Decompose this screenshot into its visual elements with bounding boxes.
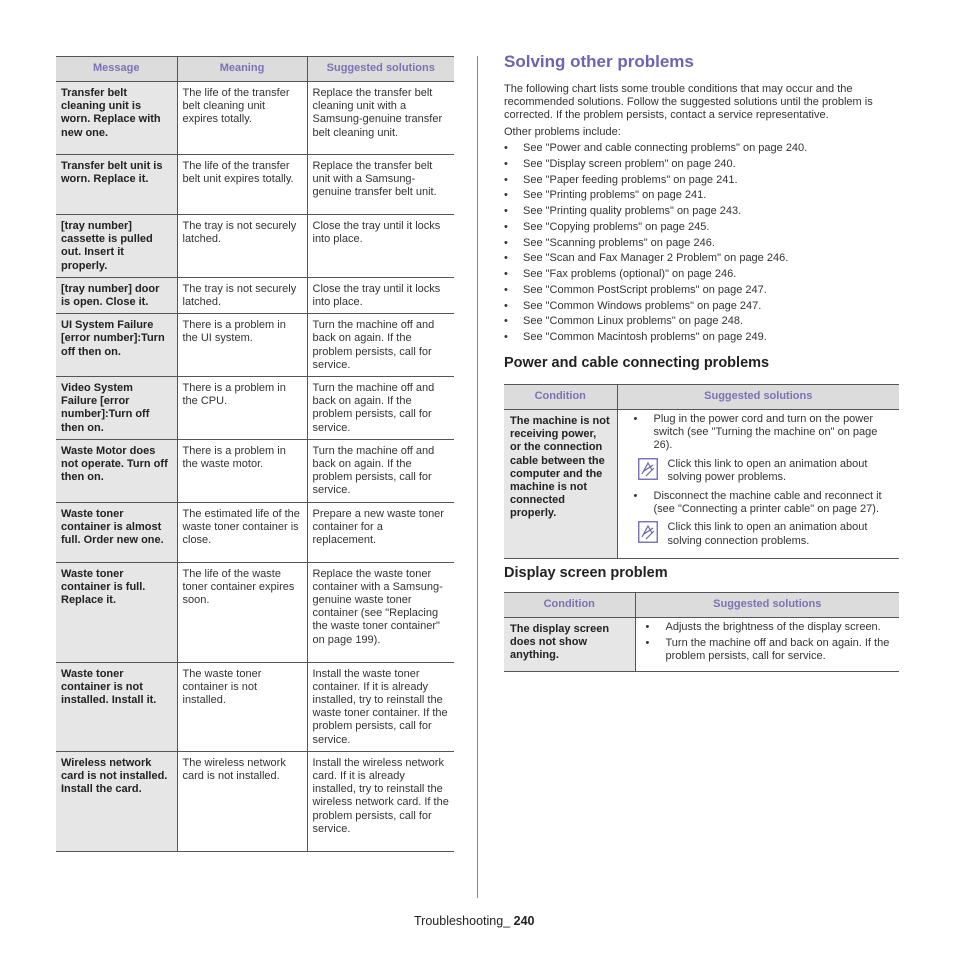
solution-cell — [617, 410, 899, 559]
page-number: 240 — [513, 914, 535, 928]
footer-label: Troubleshooting_ — [414, 914, 511, 928]
condition-text: The machine is not receiving power, — [510, 415, 610, 441]
solution-cell: Install the waste toner container. If it is already installed, try to reinstall the waste toner container. If the problem persists, call for service. — [307, 662, 454, 751]
table-row — [56, 314, 454, 377]
error-message-table — [56, 56, 454, 852]
problem-link[interactable]: • See "Copying problems" on page 245. — [504, 220, 807, 236]
solution-cell: Replace the waste toner container with a Samsung-genuine waste toner container (see "Replacing the waste toner container" on page 199). — [307, 562, 454, 662]
condition-text: or the connection cable between the computer and the machine is not connected properly. — [510, 441, 605, 520]
solution-cell: Replace the transfer belt cleaning unit with a Samsung-genuine transfer belt cleaning unit. — [307, 82, 454, 155]
solution-item: • Turn the machine off and back on again. If the problem persists, call for service. — [642, 637, 896, 663]
solution-item: • Adjusts the brightness of the display screen. — [642, 621, 896, 634]
problem-link[interactable]: • See "Power and cable connecting problems" on page 240. — [504, 141, 807, 157]
table-row — [56, 82, 454, 155]
table-row — [56, 562, 454, 662]
table-row — [56, 502, 454, 562]
solution-item: • Disconnect the machine cable and reconnect it (see "Connecting a printer cable" on page 27). — [624, 490, 896, 516]
solution-cell: Turn the machine off and back on again. If the problem persists, call for service. — [307, 439, 454, 502]
message-cell: Waste toner container is not installed. Install it. — [56, 662, 177, 751]
table-row — [56, 439, 454, 502]
solution-cell: Turn the machine off and back on again. If the problem persists, call for service. — [307, 377, 454, 440]
message-cell: Video System Failure [error number]:Turn off then on. — [56, 377, 177, 440]
solution-cell: Install the wireless network card. If it is already installed, try to reinstall the wireless network card. If the problem persists, call for service. — [307, 751, 454, 851]
table-row — [504, 618, 899, 672]
problem-link[interactable]: • See "Common PostScript problems" on page 247. — [504, 283, 807, 299]
power-table — [504, 384, 899, 559]
meaning-cell: There is a problem in the CPU. — [177, 377, 307, 440]
solution-cell: Replace the transfer belt unit with a Samsung-genuine transfer belt unit. — [307, 155, 454, 215]
solution-cell: Prepare a new waste toner container for a replacement. — [307, 502, 454, 562]
solution-cell: Close the tray until it locks into place. — [307, 215, 454, 278]
problem-link[interactable]: • See "Printing problems" on page 241. — [504, 188, 807, 204]
table-row — [56, 277, 454, 313]
power-section-title: Power and cable connecting problems — [504, 355, 770, 371]
header-meaning: Meaning — [177, 57, 307, 82]
problem-link[interactable]: • See "Common Windows problems" on page 247. — [504, 299, 807, 315]
message-cell: Waste toner container is almost full. Order new one. — [56, 502, 177, 562]
message-cell: Transfer belt cleaning unit is worn. Replace with new one. — [56, 82, 177, 155]
meaning-cell: The life of the transfer belt cleaning unit expires totally. — [177, 82, 307, 155]
condition-cell — [504, 410, 617, 559]
meaning-cell: The life of the waste toner container expires soon. — [177, 562, 307, 662]
header-suggested-solutions: Suggested solutions — [307, 57, 454, 82]
animation-link[interactable] — [624, 521, 896, 547]
table-header-row — [504, 593, 899, 618]
table-header-row — [56, 57, 454, 82]
message-cell: Wireless network card is not installed. Install the card. — [56, 751, 177, 851]
meaning-cell: There is a problem in the waste motor. — [177, 439, 307, 502]
problem-link[interactable]: • See "Display screen problem" on page 240. — [504, 157, 807, 173]
header-condition: Condition — [504, 593, 635, 618]
header-message: Message — [56, 57, 177, 82]
other-problems-list — [504, 141, 807, 346]
intro-paragraph: The following chart lists some trouble conditions that may occur and the recommended solutions. Follow the suggested solutions until the problem is corrected. If the problem persists, contact a service representative. — [504, 83, 873, 122]
animation-link[interactable] — [624, 458, 896, 484]
display-section-title: Display screen problem — [504, 565, 668, 581]
animation-link-text[interactable]: Click this link to open an animation about solving connection problems. — [667, 521, 868, 547]
animation-link-text[interactable]: Click this link to open an animation about solving power problems. — [667, 457, 868, 483]
problem-link[interactable]: • See "Scan and Fax Manager 2 Problem" on page 246. — [504, 251, 807, 267]
animation-icon[interactable] — [638, 458, 658, 480]
table-row — [56, 662, 454, 751]
message-cell: [tray number] cassette is pulled out. Insert it properly. — [56, 215, 177, 278]
meaning-cell: The waste toner container is not installed. — [177, 662, 307, 751]
problem-link[interactable]: • See "Common Macintosh problems" on page 249. — [504, 330, 807, 346]
condition-cell: The display screen does not show anything. — [504, 618, 635, 672]
problem-link[interactable]: • See "Common Linux problems" on page 248. — [504, 314, 807, 330]
display-table — [504, 592, 899, 672]
header-condition: Condition — [504, 385, 617, 410]
solution-item: • Plug in the power cord and turn on the power switch (see "Turning the machine on" on page 26). — [624, 413, 896, 453]
table-row — [56, 751, 454, 851]
meaning-cell: The estimated life of the waste toner container is close. — [177, 502, 307, 562]
meaning-cell: The wireless network card is not installed. — [177, 751, 307, 851]
table-row — [56, 377, 454, 440]
solution-cell — [635, 618, 899, 672]
message-cell: [tray number] door is open. Close it. — [56, 277, 177, 313]
table-header-row — [504, 385, 899, 410]
column-divider — [477, 56, 478, 898]
header-suggested-solutions: Suggested solutions — [617, 385, 899, 410]
problem-link[interactable]: • See "Scanning problems" on page 246. — [504, 236, 807, 252]
message-cell: UI System Failure [error number]:Turn off then on. — [56, 314, 177, 377]
problem-link[interactable]: • See "Paper feeding problems" on page 241. — [504, 173, 807, 189]
meaning-cell: The life of the transfer belt unit expires totally. — [177, 155, 307, 215]
page-footer — [414, 914, 534, 928]
problem-link[interactable]: • See "Printing quality problems" on page 243. — [504, 204, 807, 220]
message-cell: Waste toner container is full. Replace it. — [56, 562, 177, 662]
header-suggested-solutions: Suggested solutions — [635, 593, 899, 618]
meaning-cell: The tray is not securely latched. — [177, 277, 307, 313]
table-row — [56, 155, 454, 215]
meaning-cell: The tray is not securely latched. — [177, 215, 307, 278]
section-intro — [504, 83, 899, 123]
other-problems-label: Other problems include: — [504, 126, 621, 138]
solution-cell: Turn the machine off and back on again. If the problem persists, call for service. — [307, 314, 454, 377]
section-title: Solving other problems — [504, 52, 694, 71]
animation-icon[interactable] — [638, 521, 658, 543]
table-row — [56, 215, 454, 278]
table-row — [504, 410, 899, 559]
solution-cell: Close the tray until it locks into place. — [307, 277, 454, 313]
message-cell: Waste Motor does not operate. Turn off then on. — [56, 439, 177, 502]
message-cell: Transfer belt unit is worn. Replace it. — [56, 155, 177, 215]
problem-link[interactable]: • See "Fax problems (optional)" on page 246. — [504, 267, 807, 283]
meaning-cell: There is a problem in the UI system. — [177, 314, 307, 377]
